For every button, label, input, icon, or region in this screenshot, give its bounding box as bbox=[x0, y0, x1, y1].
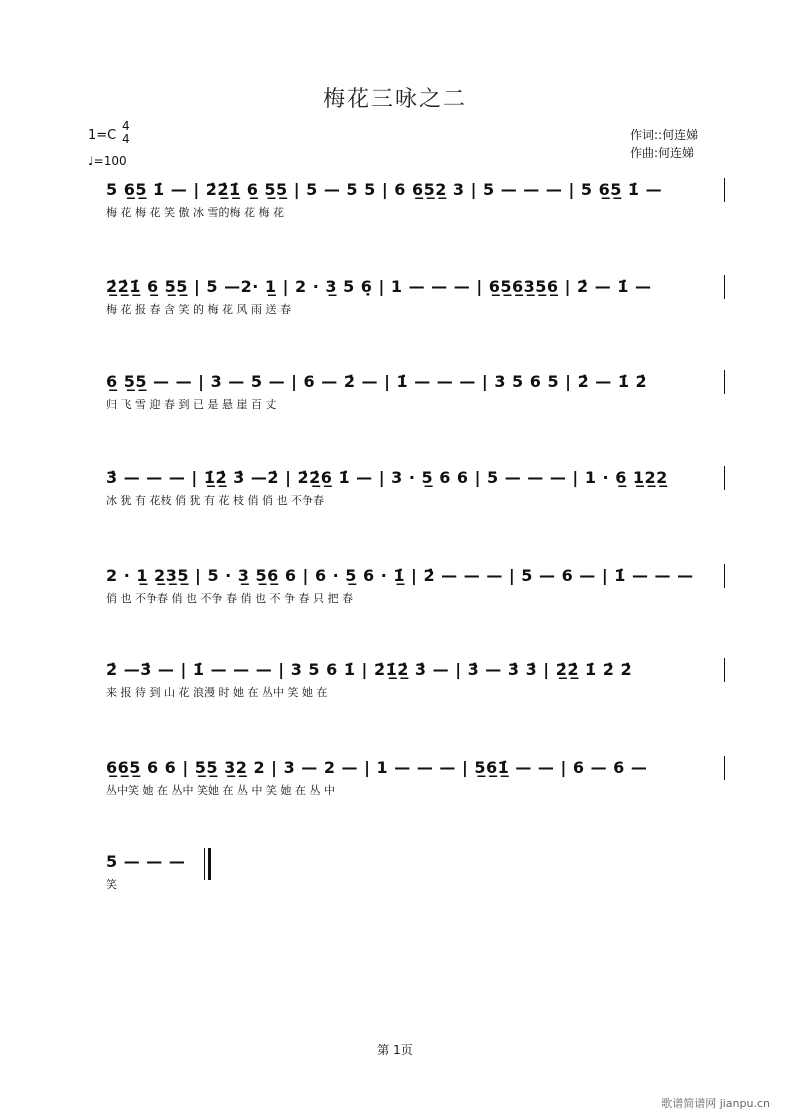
lyricist-credit: 作词::何连娣 bbox=[630, 128, 699, 142]
barline bbox=[724, 275, 725, 299]
lyrics-row-7: 丛中笑 她 在 丛中 笑她 在 丛 中 笑 她 在 丛 中 bbox=[106, 784, 335, 797]
lyrics-row-3: 归 飞 雪 迎 春 到 已 是 悬 崖 百 丈 bbox=[106, 398, 277, 411]
notes-row-3: 6̲ 5̲5̲ — — | 3 — 5 — | 6 — 2̇ — | 1̇ — — — | 3 5 6 5 | 2̇ — 1̇ 2̇ bbox=[106, 372, 648, 391]
lyrics-row-2: 梅 花 报 春 含 笑 的 梅 花 风 雨 送 春 bbox=[106, 303, 291, 316]
score-row-5 bbox=[0, 566, 790, 646]
tempo-marking: ♩=100 bbox=[88, 154, 127, 168]
composer-credit: 作曲:何连娣 bbox=[630, 146, 695, 160]
score-row-1 bbox=[0, 180, 790, 260]
barline bbox=[724, 658, 725, 682]
lyrics-row-8: 笑 bbox=[106, 878, 117, 891]
key-signature: 1=C bbox=[88, 128, 117, 143]
notes-row-7: 6̲6̲5̲ 6 6 | 5̲5̲ 3̲2̲ 2 | 3 — 2 — | 1 — — — | 5̲6̲1̲̇ — — | 6 — 6 — bbox=[106, 758, 648, 777]
lyrics-row-5: 俏 也 不争春 俏 也 不争 春 俏 也 不 争 春 只 把 春 bbox=[106, 592, 353, 605]
score-row-7 bbox=[0, 758, 790, 838]
barline bbox=[724, 466, 725, 490]
score-row-4 bbox=[0, 468, 790, 548]
score-row-2 bbox=[0, 277, 790, 357]
final-barline-thin bbox=[204, 848, 205, 880]
site-watermark: 歌谱简谱网 jianpu.cn bbox=[661, 1097, 770, 1110]
score-row-6 bbox=[0, 660, 790, 740]
notes-row-1: 5 6̲5̲ 1̇ — | 2̇2̲̇1̲̇ 6̲ 5̲5̲ | 5 — 5 5 | 6 6̲5̲2̲ 3 | 5 — — — | 5 6̲5̲ 1̇ — bbox=[106, 180, 663, 199]
barline bbox=[724, 370, 725, 394]
final-barline-thick bbox=[208, 848, 211, 880]
lyrics-row-6: 来 报 待 到 山 花 浪漫 时 她 在 丛中 笑 她 在 bbox=[106, 686, 328, 699]
song-title: 梅花三咏之二 bbox=[322, 87, 467, 112]
notes-row-4: 3̇ — — — | 1̲̇2̲̇ 3̇ —2̇ | 2̇2̲̇6̲ 1̇ — | 3 · 5̲ 6 6 | 5 — — — | 1 · 6̲ 1̲2̲2̲ bbox=[106, 468, 668, 487]
score-row-3 bbox=[0, 372, 790, 452]
time-signature-top: 4 bbox=[122, 119, 130, 133]
barline bbox=[724, 564, 725, 588]
time-signature bbox=[122, 120, 130, 146]
notes-row-5: 2 · 1̲ 2̲3̲5̲ | 5 · 3̲ 5̲6̲ 6 | 6 · 5̲ 6 · 1̲̇ | 2̇ — — — | 5 — 6 — | 1̇ — — — bbox=[106, 566, 694, 585]
barline bbox=[724, 178, 725, 202]
barline bbox=[724, 756, 725, 780]
lyrics-row-4: 冰 犹 有 花枝 俏 犹 有 花 枝 俏 俏 也 不争春 bbox=[106, 494, 324, 507]
notes-row-2: 2̲̇2̲̇1̲̇ 6̲ 5̲5̲ | 5 —2· 1̲ | 2 · 3̲ 5 6̣ | 1 — — — | 6̲5̲6̲3̲5̲6̲ | 2̇ — 1̇ — bbox=[106, 277, 652, 296]
lyrics-row-1: 梅 花 梅 花 笑 傲 冰 雪的梅 花 梅 花 bbox=[106, 206, 284, 219]
page-number: 第 1页 bbox=[377, 1043, 413, 1057]
time-signature-bottom: 4 bbox=[122, 132, 130, 146]
notes-row-6: 2̇ —3̇ — | 1̇ — — — | 3 5 6 1̇ | 2̇1̲̇2̲̇ 3̇ — | 3̇ — 3̇ 3̇ | 2̲̇2̲̇ 1̇ 2̇ 2̇ bbox=[106, 660, 633, 679]
notes-row-8: 5 — — — bbox=[106, 852, 186, 871]
score-row-8 bbox=[0, 852, 790, 932]
